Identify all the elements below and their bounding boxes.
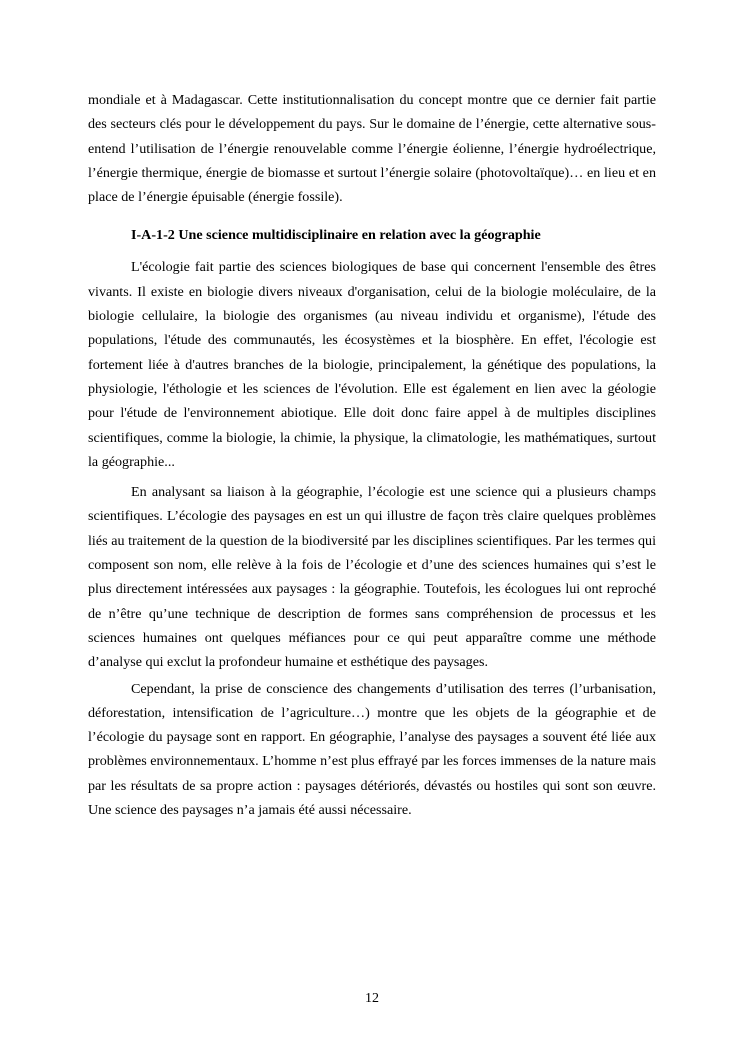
page-number: 12 [365, 991, 379, 1006]
document-page [88, 88, 656, 822]
paragraph-ecology-biology: L'écologie fait partie des sciences biologiques de base qui concernent l'ensemble des êtres vivants. Il existe en biologie divers niveaux d'organisation, celui de la biologie moléculaire, de la biologie cellulaire, la biologie des organismes (au niveau individu et organisme), l'étude des populations, l'étude des communautés, les écosystèmes et la biosphère. En effet, l'écologie est fortement liée à d'autres branches de la biologie, principalement, la génétique des populations, la physiologie, l'éthologie et les sciences de l'évolution. Elle est également en lien avec la géologie pour l'étude de l'environnement abiotique. Elle doit donc faire appel à de multiples disciplines scientifiques, comme la biologie, la chimie, la physique, la climatologie, les mathématiques, surtout la géographie... [88, 259, 656, 470]
intro-paragraph: mondiale et à Madagascar. Cette institutionnalisation du concept montre que ce dernier fait partie des secteurs clés pour le développement du pays. Sur le domaine de l’énergie, cette alternative sous-entend l’utilisation de l’énergie renouvelable comme l’énergie éolienne, l’énergie hydroélectrique, l’énergie thermique, énergie de biomasse et surtout l’énergie solaire (photovoltaïque)… en lieu et en place de l’énergie épuisable (énergie fossile). [88, 92, 656, 206]
section-heading: I-A-1-2 Une science multidisciplinaire en relation avec la géographie [131, 227, 541, 244]
paragraph-land-use-changes: Cependant, la prise de conscience des changements d’utilisation des terres (l’urbanisation, déforestation, intensification de l’agriculture…) montre que les objets de la géographie et de l’écologie du paysage sont en rapport. En géographie, l’analyse des paysages a souvent été liée aux problèmes environnementaux. L’homme n’est plus effrayé par les forces immenses de la nature mais par les résultats de sa propre action : paysages détériorés, dévastés ou hostiles qui sont son œuvre. Une science des paysages n’a jamais été aussi nécessaire. [88, 680, 656, 819]
paragraph-geography-link: En analysant sa liaison à la géographie, l’écologie est une science qui a plusieurs champs scientifiques. L’écologie des paysages en est un qui illustre de façon très claire quelques problèmes liés au traitement de la question de la biodiversité par les disciplines scientifiques. Par les termes qui composent son nom, elle relève à la fois de l’écologie et d’une des sciences humaines qui s’est le plus directement intéressées aux paysages : la géographie. Toutefois, les écologues lui ont reproché de n’être qu’une technique de description de formes sans compréhension de processus et les sciences humaines ont quelques méfiances pour ce qui peut apparaître comme une méthode d’analyse qui exclut la profondeur humaine et esthétique des paysages. [88, 484, 656, 671]
